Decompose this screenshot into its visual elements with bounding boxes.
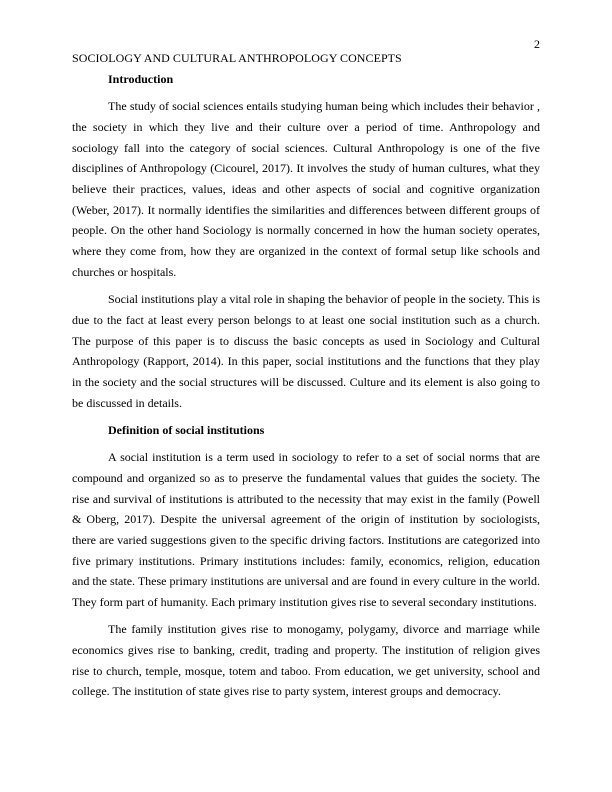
- paragraph: Social institutions play a vital role in shaping the behavior of people in the society. This is due to the fact at least every person belongs to at least one social institution such as a church. The purpose of this paper is to discuss the basic concepts as used in Sociology and Cultural Anthropology (Rapport, 2014). In this paper, social institutions and the functions that they play in the society and the social structures will be discussed. Culture and its element is also going to be discussed in details.: [72, 292, 540, 410]
- paragraph: The family institution gives rise to monogamy, polygamy, divorce and marriage while economics gives rise to banking, credit, trading and property. The institution of religion gives rise to church, temple, mosque, totem and taboo. From education, we get university, school and college. The institution of state gives rise to party system, interest groups and democracy.: [72, 622, 540, 699]
- section-heading-introduction: Introduction: [108, 72, 174, 86]
- page-number: 2: [534, 37, 540, 51]
- running-head: SOCIOLOGY AND CULTURAL ANTHROPOLOGY CONCEPTS: [72, 51, 402, 65]
- paragraph: The study of social sciences entails studying human being which includes their behavior , the society in which they live and their culture over a period of time. Anthropology and sociology fall into the category of social sciences. Cultural Anthropology is one of the five disciplines of Anthropology (Cicourel, 2017). It involves the study of human cultures, what they believe their practices, values, ideas and other aspects of social and cognitive organization (Weber, 2017). It normally identifies the similarities and differences between different groups of people. On the other hand Sociology is normally concerned in how the human society operates, where they come from, how they are organized in the context of formal setup like schools and churches or hospitals.: [72, 99, 540, 279]
- paragraph: A social institution is a term used in sociology to refer to a set of social norms that are compound and organized so as to preserve the fundamental values that guides the society. The rise and survival of institutions is attributed to the necessity that may exist in the family (Powell & Oberg, 2017). Despite the universal agreement of the origin of institution by sociologists, there are varied suggestions given to the specific driving factors. Institutions are categorized into five primary institutions. Primary institutions includes: family, economics, religion, education and the state. These primary institutions are universal and are found in every culture in the world. They form part of humanity. Each primary institution gives rise to several secondary institutions.: [72, 450, 540, 610]
- document-body: [72, 69, 540, 709]
- section-heading-social-institutions: Definition of social institutions: [108, 422, 265, 437]
